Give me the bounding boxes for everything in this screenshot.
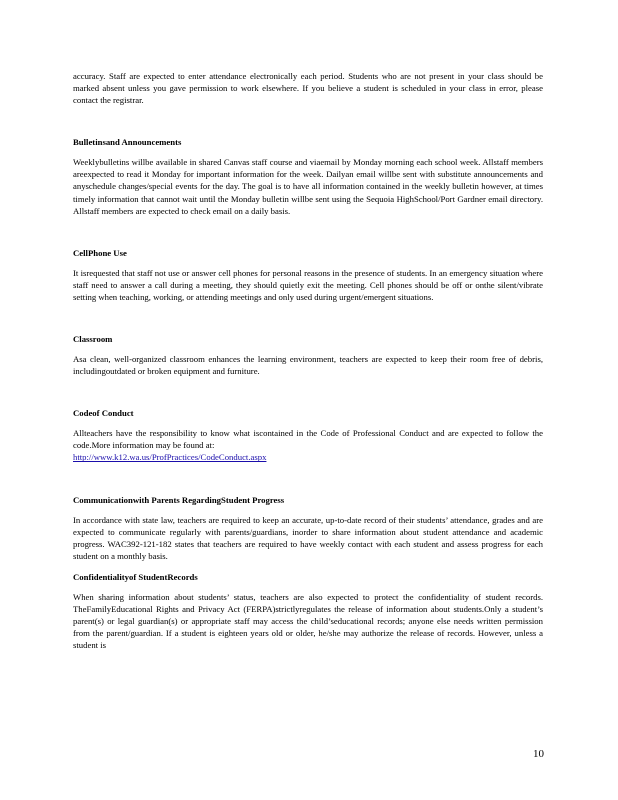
section-classroom	[73, 333, 543, 377]
section-heading: CellPhone Use	[73, 247, 127, 258]
section-heading: Bulletinsand Announcements	[73, 137, 182, 148]
page-number: 10	[533, 748, 544, 760]
section-communication	[73, 494, 543, 562]
section-body: It isrequested that staff not use or answer cell phones for personal reasons in the presence of students. In an emergency situation where staff need to answer a call during a meeting, they should quietly exit the meeting. Cell phones should be off or onthe silent/vibrate setting when teaching, working, or attending meetings and only used during urgent/emergent situations.	[73, 267, 543, 302]
section-body: When sharing information about students’ status, teachers are also expected to protect the confidentiality of student records. TheFamilyEducational Rights and Privacy Act (FERPA)strictlyregulates the release of information about students.Only a student’s parent(s) or legal guardian(s) or appropriate staff may access the child’seducational records; anyone else needs written permission from the parent/guardian. If a student is eighteen years old or older, he/she may authorize the release of records. However, unless a student is	[73, 591, 543, 651]
page-content	[73, 70, 543, 651]
section-body: In accordance with state law, teachers are required to keep an accurate, up-to-date record of their students’ attendance, grades and are expected to communicate regularly with parents/guardians, inorder to share information about student attendance and academic progress. WAC392-121-182 states that teachers are required to have weekly contact with each student and assess progress for each student on a monthly basis.	[73, 514, 543, 561]
section-confidentiality	[73, 571, 543, 651]
section-heading: Codeof Conduct	[73, 408, 134, 419]
section-body: Allteachers have the responsibility to know what iscontained in the Code of Professional Conduct and are expected to follow the code.More information may be found at:	[73, 428, 543, 451]
section-bulletins	[73, 136, 543, 216]
section-heading: Communicationwith Parents RegardingStudent Progress	[73, 494, 285, 505]
code-of-conduct-link-line	[73, 451, 543, 463]
section-body: Asa clean, well-organized classroom enhances the learning environment, teachers are expected to keep their room free of debris, includingoutdated or broken equipment and furniture.	[73, 354, 543, 377]
section-heading: Classroom	[73, 334, 113, 345]
intro-paragraph: accuracy. Staff are expected to enter attendance electronically each period. Students who are not present in your class should be marked absent unless you gave permission to work elsewhere. If you believe a student is scheduled in your class in error, please contact the registrar.	[73, 71, 543, 106]
section-body: Weeklybulletins willbe available in shared Canvas staff course and viaemail by Monday morning each school week. Allstaff members areexpected to read it Monday for important information for the week. Dailyan email willbe sent with substitute announcements and anyschedule changes/special events for the day. The goal is to have all information contained in the weekly bulletin however, at times timely information that cannot wait until the Monday bulletin willbe sent using the Sequoia HighSchool/Port Gardner email directory. Allstaff members are expected to check email on a daily basis.	[73, 157, 543, 216]
section-cell-phone	[73, 247, 543, 303]
section-heading: Confidentialityof StudentRecords	[73, 571, 198, 582]
code-of-conduct-link[interactable]: http://www.k12.wa.us/ProfPractices/CodeConduct.aspx	[73, 452, 267, 463]
section-code-of-conduct	[73, 407, 543, 463]
